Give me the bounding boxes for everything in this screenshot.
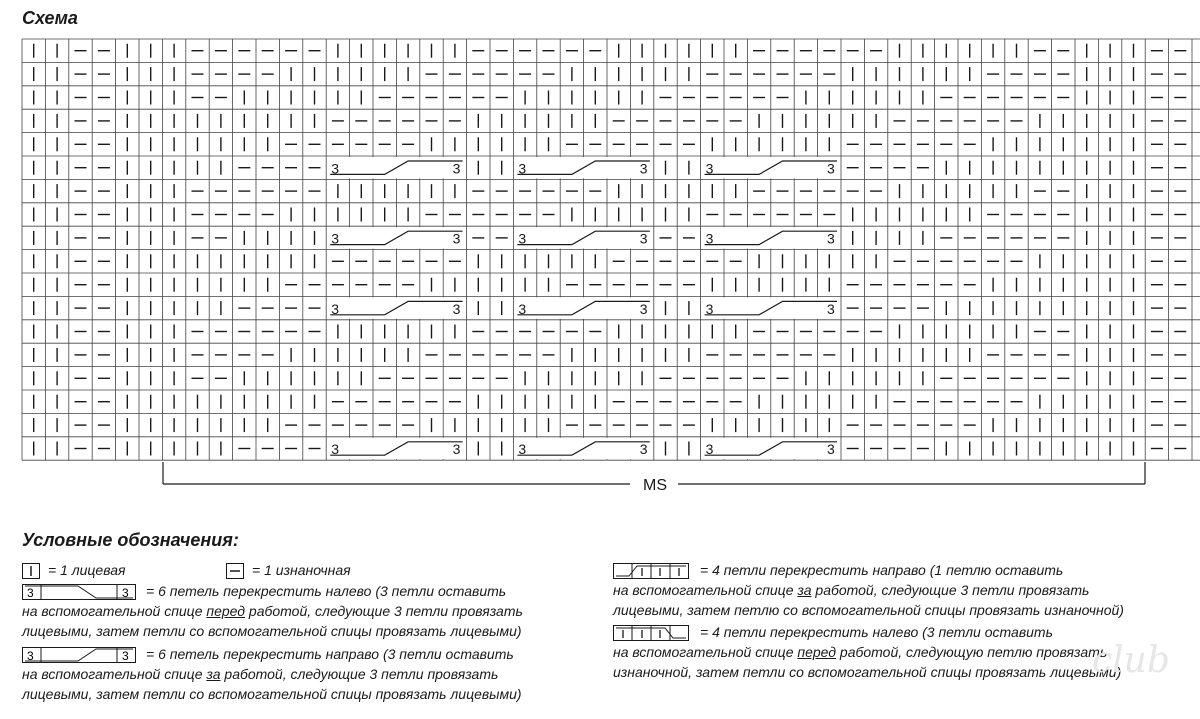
legend-cable-left-line3: лицевыми, затем петли со вспомогательной спицы провязать лицевыми) [22,623,522,639]
cable-label: 3 [331,160,339,177]
cable-label: 3 [827,230,835,247]
knit-symbol-icon [22,563,40,579]
cross4-left-symbol-icon [613,625,689,641]
cable-right-num-b: 3 [122,649,129,663]
cable-label: 3 [452,300,461,317]
legend-cable-right-line2 [22,665,498,684]
cable-label: 3 [639,160,648,177]
legend-text: работой, следующие 3 петли провязать [811,582,1090,598]
cable-label: 3 [518,160,527,177]
cable-label: 3 [331,230,339,247]
legend-title: Условные обозначения: [22,530,239,550]
cable-label: 3 [827,160,835,177]
cable-right-num-a: 3 [27,649,34,663]
cable-label: 3 [639,300,648,317]
legend-cross4-left-line1: = 4 петли перекрестить налево (3 петли оставить [700,624,1053,640]
ms-label: MS [643,477,667,494]
cable-label: 3 [827,300,835,317]
cable-label: 3 [705,160,714,177]
cable-label: 3 [452,441,461,458]
cable-label: 3 [705,441,714,458]
legend-text: работой, следующие 3 петли провязать [220,666,499,682]
legend-text: работой, следующие 3 петли провязать [245,603,523,619]
cross4-right-symbol-icon [613,563,689,579]
cable-left-symbol-icon [22,584,136,600]
legend-underline: перед [206,603,246,619]
legend-knit: = 1 лицевая [48,562,126,578]
cable-label: 3 [452,230,461,247]
cable-label: 3 [705,300,714,317]
cable-label: 3 [452,160,461,177]
legend-text: на вспомогательной спице [22,666,207,682]
cable-right-symbol-icon [22,647,136,663]
cable-label: 3 [518,300,527,317]
legend-cable-left-line2 [22,602,523,621]
legend-cable-right-line3: лицевыми, затем петли со вспомогательной спицы провязать лицевыми) [22,686,522,702]
cable-label: 3 [331,441,339,458]
legend-cross4-right-line3: лицевыми, затем петлю со вспомогательной спицы провязать изнаночной) [613,602,1124,618]
legend-text: работой, следующую петлю провязать [836,644,1108,660]
cable-label: 3 [518,230,527,247]
legend-underline: за [797,582,812,598]
legend-cable-right-line1: = 6 петель перекрестить направо (3 петли оставить [146,646,514,662]
legend-cross4-left-line3: изнаночной, затем петли со вспомогательной спицы провязать лицевыми) [613,664,1122,680]
purl-symbol-icon [226,563,244,579]
cable-label: 3 [331,300,339,317]
legend-underline: перед [797,644,837,660]
legend-cross4-left-line2 [613,643,1107,662]
chart-title: Схема [22,8,78,28]
legend-text: на вспомогательной спице [613,644,798,660]
legend-cross4-right-line1: = 4 петли перекрестить направо (1 петлю оставить [700,562,1064,578]
legend-text: на вспомогательной спице [613,582,798,598]
cable-left-num-a: 3 [27,586,34,600]
legend-text: на вспомогательной спице [22,603,207,619]
cable-label: 3 [639,441,648,458]
watermark-logo: club [1092,640,1170,681]
cable-label: 3 [827,441,835,458]
cable-left-num-b: 3 [122,586,129,600]
legend-cross4-right-line2 [613,581,1089,600]
cable-label: 3 [705,230,714,247]
cable-label: 3 [639,230,648,247]
legend-cable-left-line1: = 6 петель перекрестить налево (3 петли оставить [146,583,507,599]
legend-purl: = 1 изнаночная [252,562,351,578]
cable-label: 3 [518,441,527,458]
legend-underline: за [206,666,221,682]
